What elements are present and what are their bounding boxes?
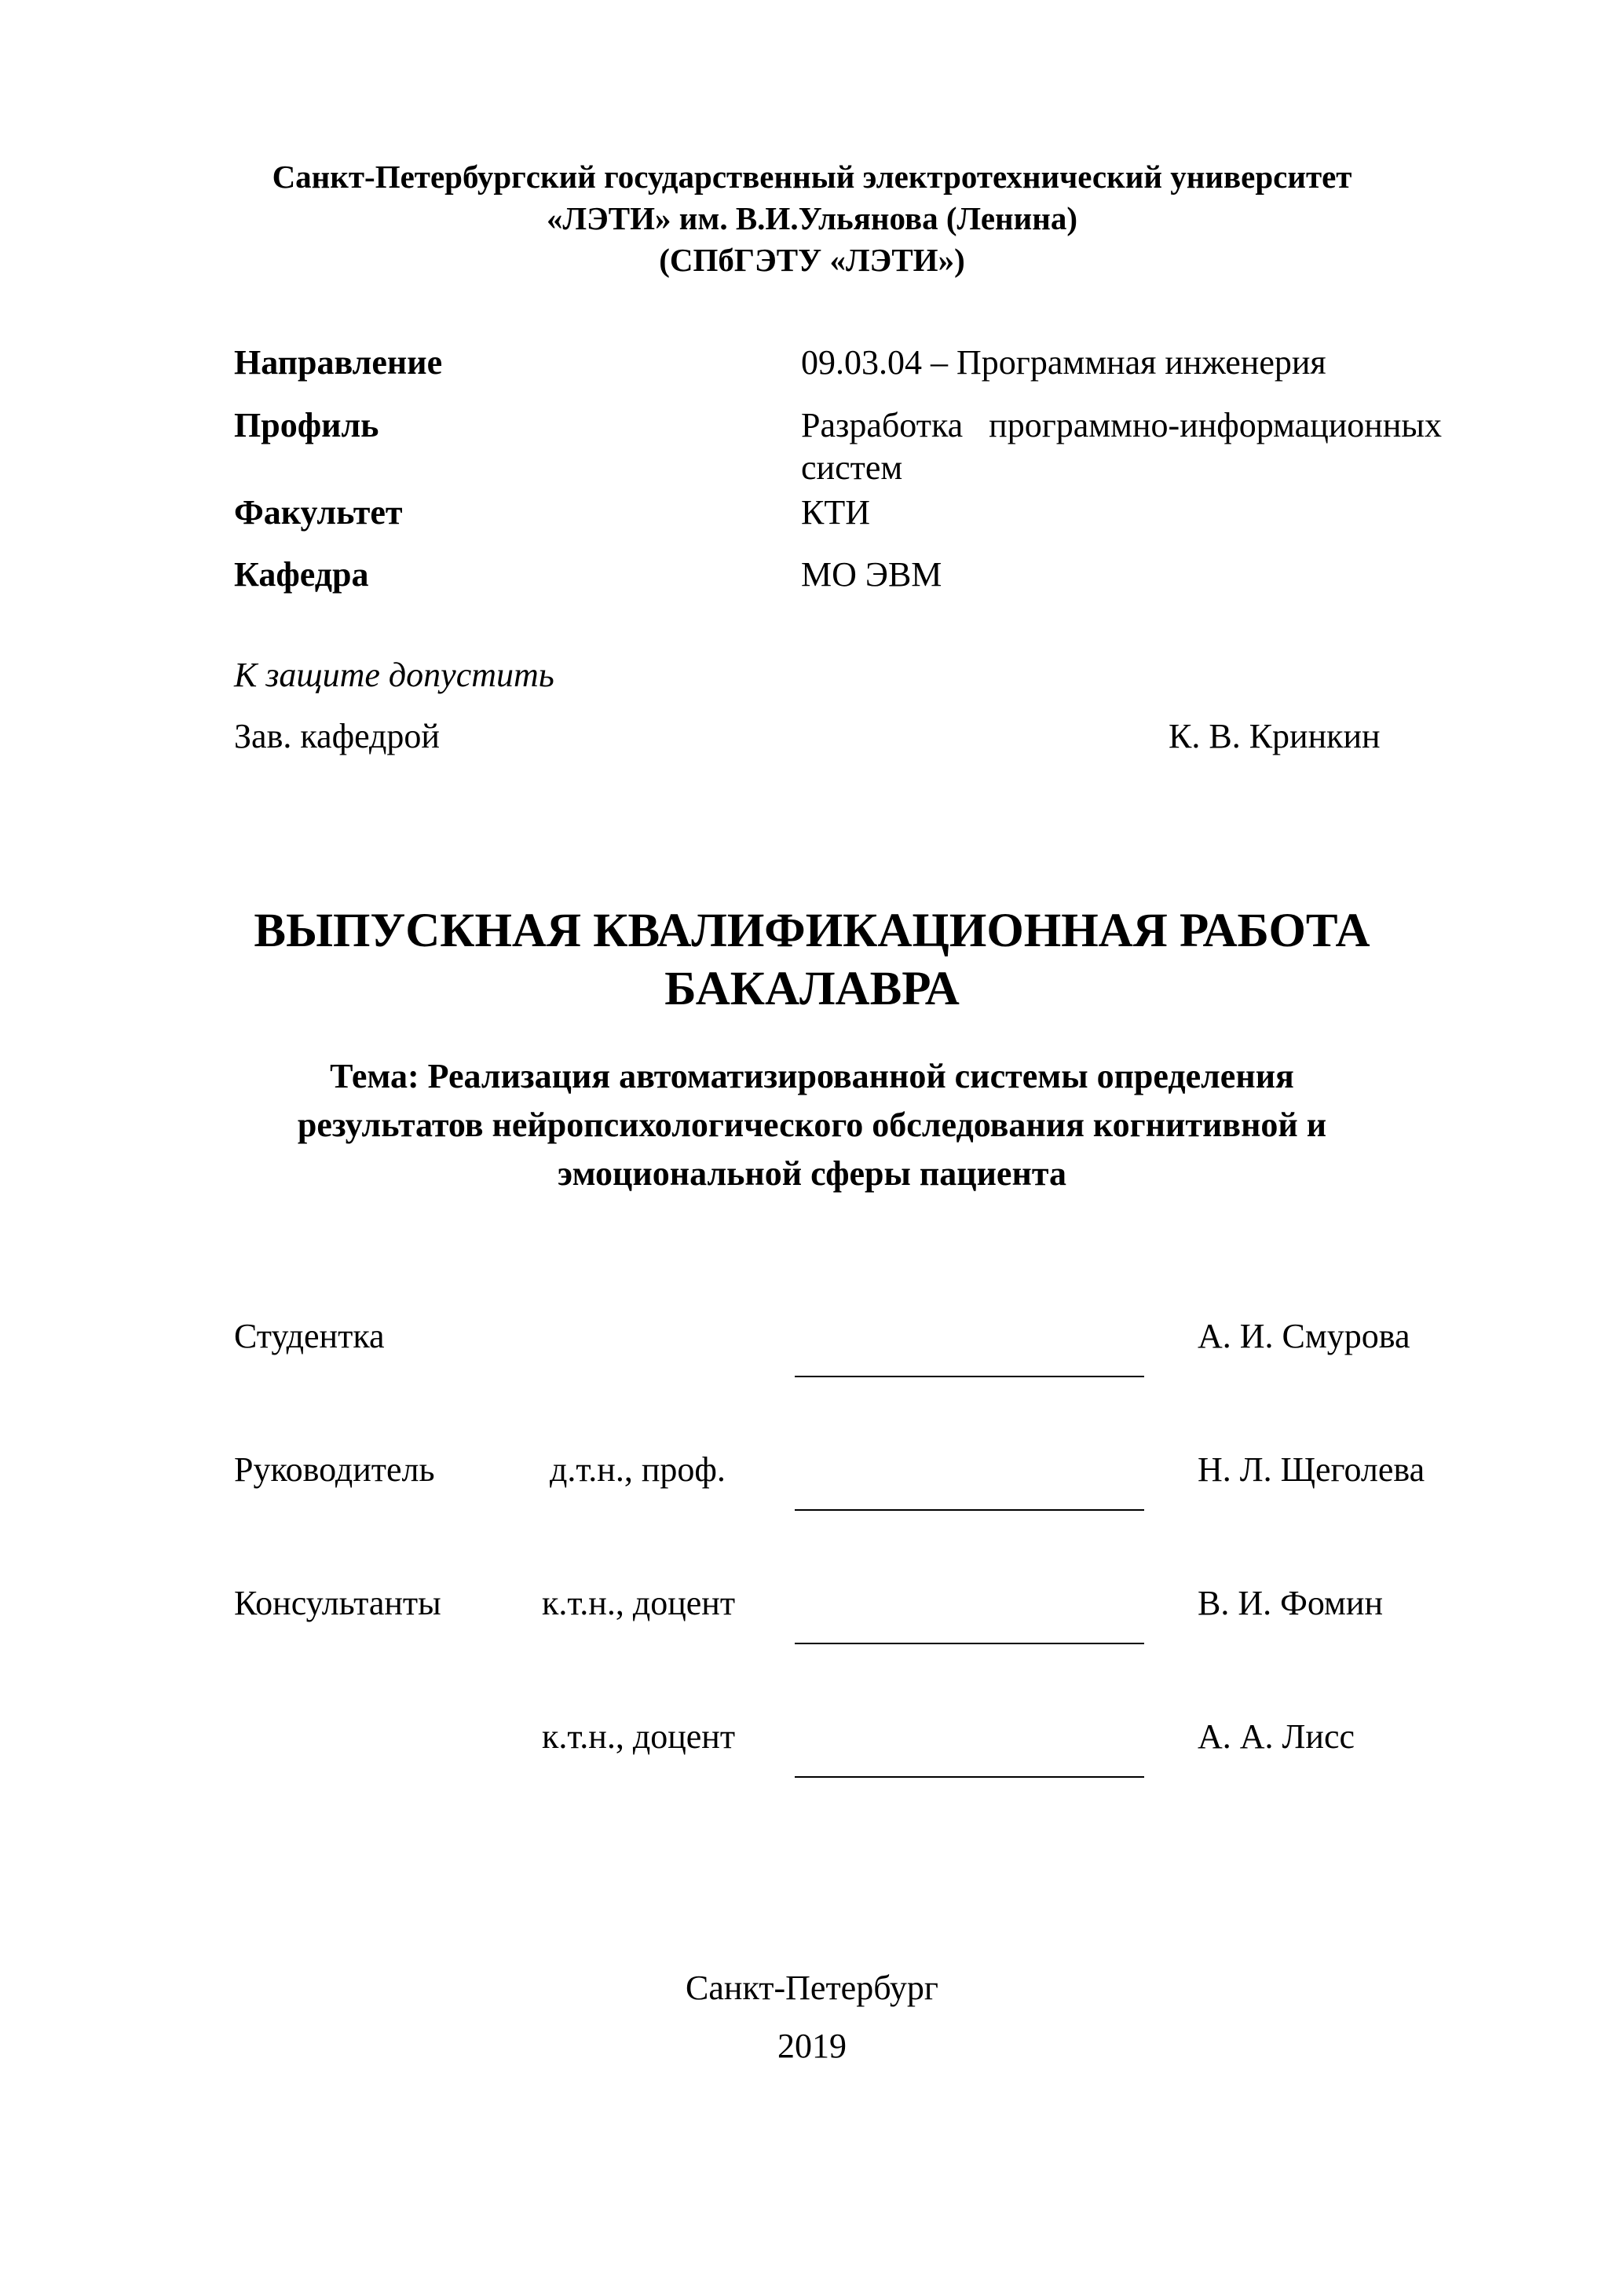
profile-value-line1: Разработка программно-информационных bbox=[801, 406, 1442, 444]
department-value: МО ЭВМ bbox=[801, 555, 942, 594]
head-of-department-label: Зав. кафедрой bbox=[234, 717, 440, 755]
footer-year: 2019 bbox=[777, 2027, 847, 2065]
signature-line bbox=[795, 1509, 1144, 1511]
university-name-line2: «ЛЭТИ» им. В.И.Ульянова (Ленина) bbox=[546, 200, 1078, 236]
signature-role: Руководитель bbox=[234, 1450, 435, 1489]
signature-name: А. И. Смурова bbox=[1198, 1317, 1410, 1355]
signature-name: В. И. Фомин bbox=[1198, 1584, 1383, 1622]
profile-value-line2: систем bbox=[801, 448, 903, 487]
document-title-line1: ВЫПУСКНАЯ КВАЛИФИКАЦИОННАЯ РАБОТА bbox=[254, 905, 1370, 957]
topic-line2: результатов нейропсихологического обследования когнитивной и bbox=[297, 1106, 1327, 1144]
faculty-value: КТИ bbox=[801, 493, 870, 532]
footer-city: Санкт-Петербург bbox=[686, 1969, 938, 2007]
direction-label: Направление bbox=[234, 343, 443, 382]
topic-line3: эмоциональной сферы пациента bbox=[558, 1154, 1066, 1193]
topic-line1: Тема: Реализация автоматизированной системы определения bbox=[330, 1057, 1294, 1095]
faculty-label: Факультет bbox=[234, 493, 403, 532]
direction-value: 09.03.04 – Программная инженерия bbox=[801, 343, 1326, 382]
admission-note: К защите допустить bbox=[234, 656, 554, 694]
signature-degree: д.т.н., проф. bbox=[550, 1450, 726, 1489]
head-of-department-name: К. В. Кринкин bbox=[1169, 717, 1381, 755]
document-title-line2: БАКАЛАВРА bbox=[664, 963, 960, 1015]
signature-name: Н. Л. Щеголева bbox=[1198, 1450, 1425, 1489]
signature-role: Консультанты bbox=[234, 1584, 441, 1622]
signature-role: Студентка bbox=[234, 1317, 385, 1355]
signature-name: А. А. Лисс bbox=[1198, 1717, 1355, 1756]
university-name-line1: Санкт-Петербургский государственный электротехнический университет bbox=[272, 159, 1352, 195]
profile-label: Профиль bbox=[234, 406, 379, 444]
signature-line bbox=[795, 1776, 1144, 1778]
university-abbreviation: (СПбГЭТУ «ЛЭТИ») bbox=[659, 242, 965, 278]
signature-degree: к.т.н., доцент bbox=[542, 1717, 736, 1756]
signature-line bbox=[795, 1643, 1144, 1644]
department-label: Кафедра bbox=[234, 555, 369, 594]
signature-degree: к.т.н., доцент bbox=[542, 1584, 736, 1622]
signature-line bbox=[795, 1376, 1144, 1377]
